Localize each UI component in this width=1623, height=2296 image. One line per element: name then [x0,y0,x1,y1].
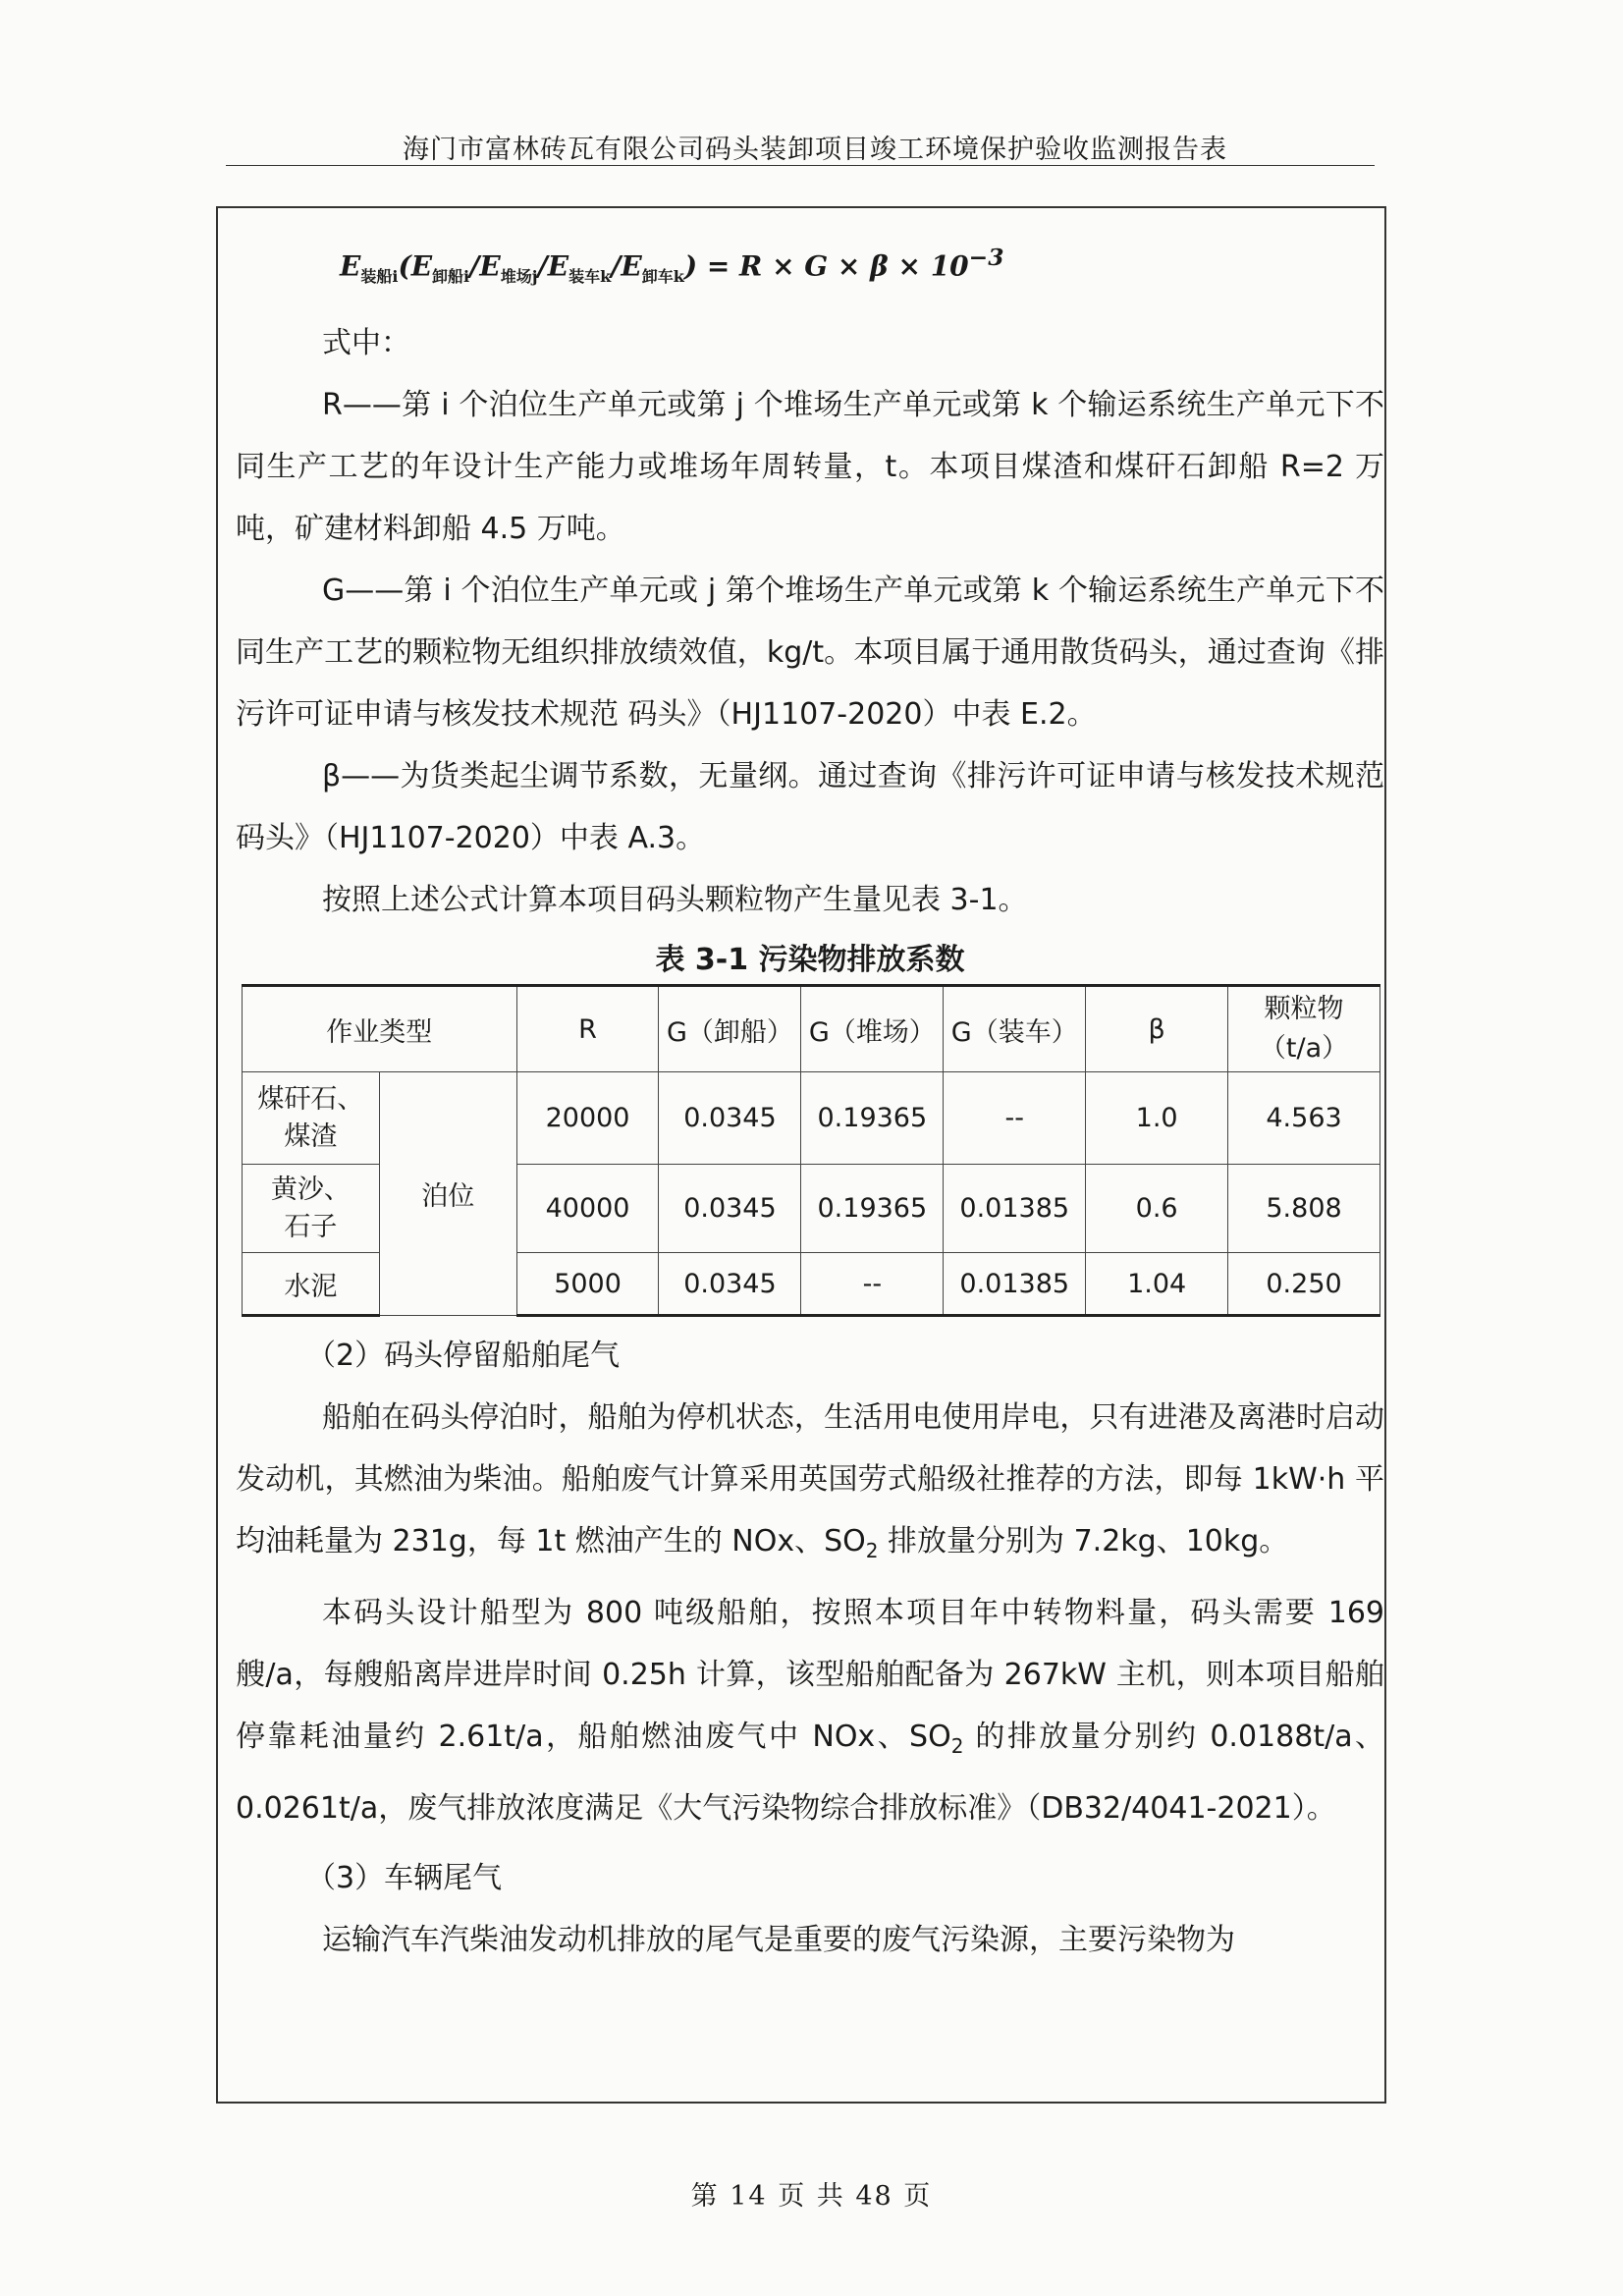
formula-lhs: E [340,249,361,283]
content-body [236,208,1384,1971]
cargo-line1: 黄沙、 [270,1174,351,1205]
r-cell: 5000 [516,1253,659,1316]
particulate-cell: 4.563 [1228,1072,1380,1165]
r-cell: 40000 [516,1165,659,1253]
report-header-title: 海门市富林砖瓦有限公司码头装卸项目竣工环境保护验收监测报告表 [403,135,1227,165]
where-label: 式中： [322,326,410,360]
formula-term-e3-sub: 装车k [568,266,612,286]
g-unload-cell: 0.0345 [659,1165,801,1253]
g-load-cell: 0.01385 [944,1253,1086,1316]
cargo-line2: 煤渣 [284,1121,338,1152]
formula-sep: / [469,249,480,283]
cargo-cell [243,1165,380,1253]
formula-exponent: −3 [968,244,1004,271]
table-header-row [243,986,1380,1072]
section3-heading: （3）车辆尾气 [306,1861,503,1895]
formula-term-e4-sub: 卸车k [641,266,684,286]
g-load-cell: -- [944,1072,1086,1165]
g-load-cell: 0.01385 [944,1165,1086,1253]
emission-formula [340,228,1384,287]
header-particulate-unit: （t/a） [1259,1033,1349,1064]
header-operation-type: 作业类型 [243,986,517,1072]
calculation-note: 按照上述公式计算本项目码头颗粒物产生量见表 3-1。 [322,883,1028,917]
formula-term-e2: E [479,249,501,283]
formula-rhs: ) = R × G × β × 10 [683,249,969,283]
formula-term-e4: E [621,249,642,283]
formula-sep: / [611,249,622,283]
r-definition: R——第 i 个泊位生产单元或第 j 个堆场生产单元或第 k 个输运系统生产单元下不同生产工艺的年设计生产能力或堆场年周转量，t。本项目煤渣和煤矸石卸船 R=2 万吨，矿建材料卸船 4.5 万吨。 [236,388,1384,546]
section2-p1-text-end: 排放量分别为 7.2kg、10kg。 [878,1524,1289,1558]
formula-paren: ( [398,249,411,283]
formula-term-e3: E [547,249,569,283]
section2-p1-text: 船舶在码头停泊时，船舶为停机状态，生活用电使用岸电，只有进港及离港时启动发动机，其燃油为柴油。船舶废气计算采用英国劳式船级社推荐的方法，即每 1kW·h 平均油耗量为 231g，每 1t 燃油产生的 NOx、SO [236,1400,1384,1558]
section2-paragraph1 [236,1387,1384,1582]
cargo-cell: 水泥 [243,1253,380,1316]
particulate-cell: 5.808 [1228,1165,1380,1253]
section2-p2-text: 本码头设计船型为 800 吨级船舶，按照本项目年中转物料量，码头需要 169 艘/a，每艘船离岸进岸时间 0.25h 计算，该型船舶配备为 267kW 主机，则本项目船舶停靠耗油量约 2.61t/a，船舶燃油废气中 NOx、SO [236,1596,1384,1754]
formula-lhs-sub: 装船i [360,266,399,286]
beta-cell: 1.0 [1086,1072,1228,1165]
cargo-line1: 煤矸石、 [257,1083,364,1115]
cargo-cell [243,1072,380,1165]
formula-term-e2-sub: 堆场j [500,266,538,286]
formula-term-e1-sub: 卸船i [432,266,470,286]
beta-cell: 0.6 [1086,1165,1228,1253]
table-title: 表 3-1 污染物排放系数 [655,943,965,977]
table-row [243,1072,1380,1165]
header-particulate [1228,986,1380,1072]
berth-cell: 泊位 [379,1072,516,1316]
emission-factor-table [242,984,1380,1317]
g-yard-cell: 0.19365 [801,1165,944,1253]
header-g-yard: G（堆场） [801,986,944,1072]
section2-heading: （2）码头停留船舶尾气 [306,1339,621,1373]
content-frame [216,206,1386,2104]
page-number: 第 14 页 共 48 页 [690,2181,933,2212]
header-particulate-line1: 颗粒物 [1264,994,1344,1024]
formula-sep: / [537,249,548,283]
header-r: R [516,986,659,1072]
header-divider [226,165,1375,166]
so2-subscript: 2 [865,1539,879,1562]
so2-subscript: 2 [950,1734,964,1758]
beta-definition: β——为货类起尘调节系数，无量纲。通过查询《排污许可证申请与核发技术规范 码头》（HJ1107-2020）中表 A.3。 [236,759,1384,855]
section2-paragraph2 [236,1582,1384,1839]
formula-term-e1: E [410,249,433,283]
g-yard-cell: -- [801,1253,944,1316]
header-g-load: G（装车） [944,986,1086,1072]
particulate-cell: 0.250 [1228,1253,1380,1316]
g-definition: G——第 i 个泊位生产单元或 j 第个堆场生产单元或第 k 个输运系统生产单元下不同生产工艺的颗粒物无组织排放绩效值，kg/t。本项目属于通用散货码头，通过查询《排污许可证申请与核发技术规范 码头》（HJ1107-2020）中表 E.2。 [236,574,1384,732]
section2-p2-text-end: 的排放量分别约 0.0188t/a、0.0261t/a，废气排放浓度满足《大气污染物综合排放标准》（DB32/4041-2021）。 [236,1720,1385,1826]
section3-paragraph1: 运输汽车汽柴油发动机排放的尾气是重要的废气污染源，主要污染物为 [322,1923,1235,1957]
g-yard-cell: 0.19365 [801,1072,944,1165]
g-unload-cell: 0.0345 [659,1253,801,1316]
r-cell: 20000 [516,1072,659,1165]
cargo-line2: 石子 [284,1211,338,1242]
header-g-unload: G（卸船） [659,986,801,1072]
header-beta: β [1086,986,1228,1072]
g-unload-cell: 0.0345 [659,1072,801,1165]
beta-cell: 1.04 [1086,1253,1228,1316]
